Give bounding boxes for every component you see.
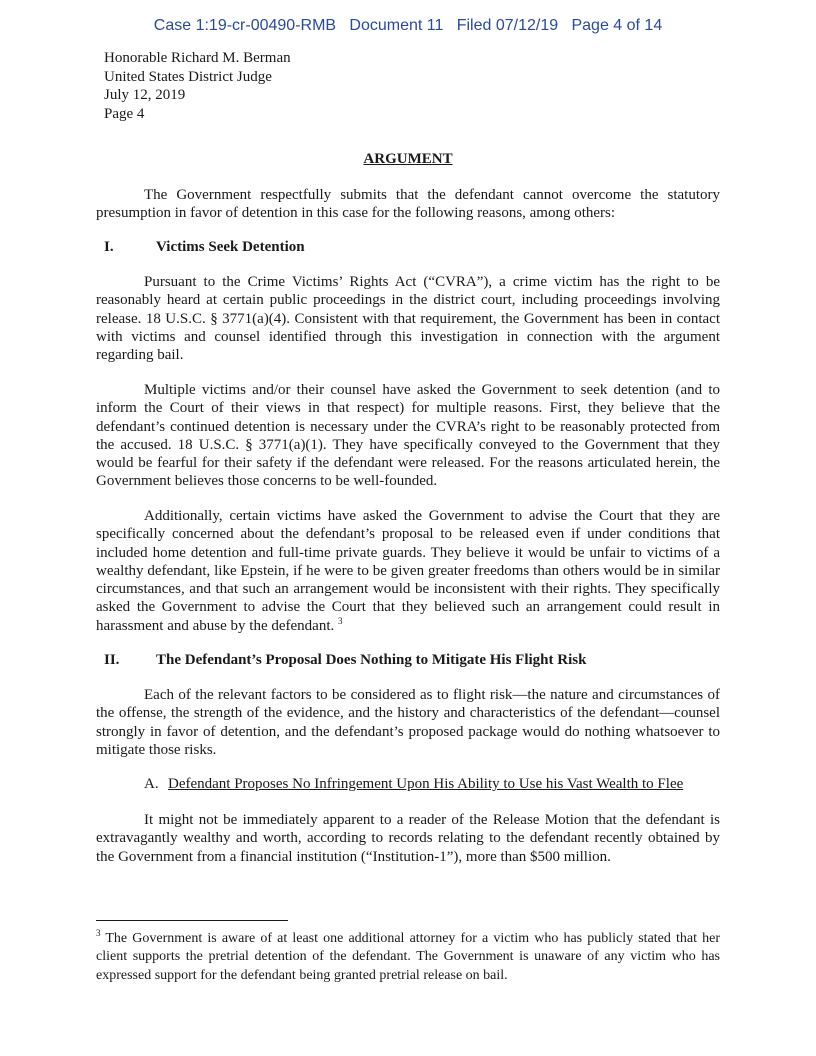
footnote-3: [96, 930, 720, 985]
section-1-paragraph-3-text: Additionally, certain victims have asked the Government to advise the Court that they are specifically concerned about the defendant’s proposal to be released even if under conditions that included home detention and full-time private guards. They believe it would be unfair to victims of a wealthy defendant, like Epstein, if he were to be given greater freedoms than others would be in similar circumstances, and that such an arrangement would be inconsistent with their rights. They specifically asked the Government to advise the Court that they believed such an arrangement could result in harassment and abuse by the defendant.: [96, 508, 720, 634]
section-2-number: II.: [104, 652, 120, 668]
section-2-title: The Defendant’s Proposal Does Nothing to Mitigate His Flight Risk: [156, 652, 587, 668]
section-1-paragraph-2: Multiple victims and/or their counsel have asked the Government to seek detention (and to inform the Court of their views in that respect) for multiple reasons. First, they believe that the defendant’s continued detention is necessary under the CVRA’s right to be reasonably protected from the accused. 18 U.S.C. § 3771(a)(1). They have specifically conveyed to the Government that they would be fearful for their safety if the defendant were released. For the reasons articulated herein, the Government believes those concerns to be well-founded.: [96, 382, 720, 490]
judge-name: Honorable Richard M. Berman: [104, 50, 291, 66]
section-1-heading: [104, 239, 305, 256]
footnote-3-text: The Government is aware of at least one additional attorney for a victim who has publicly stated that her client supports the pretrial detention of the defendant. The Government is unaware of any victim who has expressed support for the defendant being granted pretrial release on bail.: [96, 931, 720, 983]
subsection-a-title: Defendant Proposes No Infringement Upon His Ability to Use his Vast Wealth to Flee: [168, 776, 684, 792]
subsection-a-letter: A.: [144, 776, 159, 792]
section-1-paragraph-3: [96, 507, 720, 635]
subsection-a-heading: [144, 776, 683, 793]
judge-title: United States District Judge: [104, 68, 272, 85]
letter-date: July 12, 2019: [104, 87, 186, 103]
footnote-3-number: 3: [96, 928, 101, 938]
addressee-block: [104, 49, 291, 123]
intro-paragraph: The Government respectfully submits that the defendant cannot overcome the statutory presumption in favor of detention in this case for the following reasons, among others:: [96, 187, 720, 222]
section-1-number: I.: [104, 239, 114, 255]
footnote-ref-3: 3: [338, 615, 343, 626]
section-1-title: Victims Seek Detention: [156, 239, 305, 255]
section-1-paragraph-1: Pursuant to the Crime Victims’ Rights Act (“CVRA”), a crime victim has the right to be reasonably heard at certain public proceedings in the district court, including proceedings involving release. 18 U.S.C. § 3771(a)(4). Consistent with that requirement, the Government has been in contact with victims and counsel identified through this investigation in connection with the argument regarding bail.: [96, 274, 720, 364]
argument-heading: ARGUMENT: [363, 151, 453, 167]
footnote-divider: [96, 920, 288, 921]
section-2-paragraph-2: It might not be immediately apparent to a reader of the Release Motion that the defendant is extravagantly wealthy and worth, according to records relating to the defendant recently obtained by the Government from a financial institution (“Institution-1”), more than $500 million.: [96, 812, 720, 865]
section-2-paragraph-1: Each of the relevant factors to be considered as to flight risk—the nature and circumstances of the offense, the strength of the evidence, and the history and characteristics of the defendant—counsel strongly in favor of detention, and the defendant’s proposed package would do nothing whatsoever to mitigate those risks.: [96, 687, 720, 758]
case-header-stamp: Case 1:19-cr-00490-RMB Document 11 Filed 07/12/19 Page 4 of 14: [153, 17, 663, 34]
page-number: Page 4: [104, 105, 145, 122]
section-2-heading: [104, 652, 586, 669]
